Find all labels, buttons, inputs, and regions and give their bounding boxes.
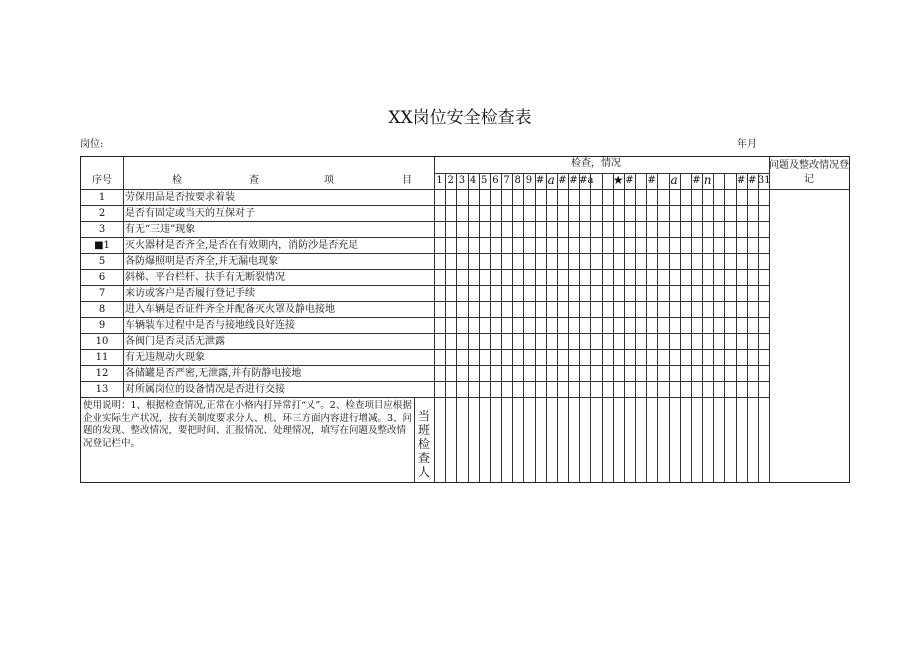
grid-line	[81, 397, 769, 398]
row-item: 各储罐是否严密,无泄露,并有防静电接地	[125, 368, 302, 379]
day-label	[657, 175, 668, 189]
day-label: 6	[492, 175, 499, 186]
grid-line	[81, 365, 769, 366]
day-label	[590, 175, 601, 189]
grid-line	[81, 285, 769, 286]
row-item: 进入车辆是否证件齐全并配备灭火罩及静电接地	[125, 304, 335, 315]
grid-line	[445, 173, 446, 482]
grid-line	[724, 173, 725, 482]
row-number: 5	[98, 256, 106, 267]
grid-line	[501, 173, 502, 482]
day-label: #	[535, 175, 545, 186]
grid-line	[123, 157, 124, 397]
date-label: 年月	[737, 139, 757, 150]
grid-line	[635, 173, 636, 482]
grid-line	[81, 301, 769, 302]
row-item: 各防爆照明是否齐全,并无漏电现象	[125, 256, 279, 267]
day-label: #	[569, 175, 578, 186]
day-label: #	[558, 175, 567, 186]
grid-line	[523, 173, 524, 482]
row-number: 13	[95, 384, 109, 395]
row-item: 各阀门是否灵活无泄露	[125, 336, 225, 347]
header-items	[124, 175, 434, 189]
grid-line	[535, 173, 536, 482]
row-number: 11	[95, 352, 109, 363]
row-number: ■1	[94, 240, 110, 251]
grid-line	[479, 173, 480, 482]
day-label: 9	[525, 175, 533, 186]
post-label: 岗位:	[80, 139, 104, 150]
grid-line	[546, 173, 547, 482]
row-item: 对所属岗位的设备情况是否进行交接	[125, 384, 285, 395]
day-label: a	[670, 173, 678, 187]
row-item: 灭火器材是否齐全,是否在有效期内，消防沙是否充足	[125, 240, 359, 251]
header-check-status: 检查，情况	[571, 158, 621, 169]
day-label: #	[748, 175, 757, 186]
day-label	[713, 175, 724, 189]
day-label: ★	[612, 173, 624, 187]
day-label: 8	[514, 175, 521, 186]
row-number: 2	[98, 208, 106, 219]
grid-line	[81, 381, 769, 382]
row-number: 9	[98, 320, 106, 331]
usage-instructions: 使用说明：1、根据检查情况,正常在小格内打异常打“乂”。2、检查项目应根据企业实际生产状况，按有关制度要求分人、机、环三方面内容进行增减。3、问题的发现、整改情况，要把时间、汇报情况、处理情况，填写在问题及整改情况登记栏中。	[83, 400, 413, 449]
row-item: 劳保用品是否按要求着装	[125, 192, 235, 203]
row-number: 12	[95, 368, 109, 379]
grid-line	[568, 173, 569, 482]
grid-line	[680, 173, 681, 482]
grid-line	[702, 173, 703, 482]
grid-line	[624, 173, 625, 482]
day-label	[602, 175, 613, 189]
grid-line	[468, 173, 469, 482]
grid-line	[434, 157, 435, 482]
row-number: 3	[98, 224, 106, 235]
row-item: 车辆装车过程中是否与接地线良好连接	[125, 320, 295, 331]
day-label	[724, 175, 735, 189]
day-label	[680, 175, 691, 189]
day-label: 3	[458, 175, 466, 186]
grid-line	[81, 253, 769, 254]
day-label	[635, 175, 646, 189]
day-label: a	[547, 173, 555, 187]
inspector-label: 当班检查人	[417, 409, 430, 479]
grid-line	[669, 173, 670, 482]
day-label: 1	[436, 175, 443, 186]
grid-line	[579, 173, 580, 482]
grid-line	[713, 173, 714, 482]
grid-line	[81, 189, 849, 190]
grid-line	[691, 173, 692, 482]
grid-line	[81, 237, 769, 238]
grid-line	[769, 157, 770, 482]
header-items-char: 检	[172, 175, 182, 186]
grid-line	[613, 173, 614, 482]
row-item: 斜梯、平台栏杆、扶手有无断裂情况	[125, 272, 285, 283]
grid-line	[490, 173, 491, 482]
row-item: 是否有固定或当天的互保对子	[125, 208, 255, 219]
grid-line	[81, 269, 769, 270]
grid-line	[512, 173, 513, 482]
grid-line	[602, 173, 603, 482]
grid-line	[81, 221, 769, 222]
day-label: 5	[481, 175, 488, 186]
grid-line	[81, 333, 769, 334]
header-items-char: 项	[324, 175, 334, 186]
grid-line	[414, 397, 415, 482]
grid-line	[590, 173, 591, 482]
row-number: 8	[98, 304, 106, 315]
grid-line	[758, 173, 759, 482]
row-number: 6	[98, 272, 106, 283]
day-label: n	[703, 173, 712, 187]
grid-line	[747, 173, 748, 482]
day-label: 7	[503, 175, 510, 186]
day-label: 4	[469, 175, 477, 186]
header-seq: 序号	[92, 175, 112, 186]
header-issues: 问题及整改情况登记	[769, 160, 849, 185]
row-item: 有无违规动火现象	[125, 352, 205, 363]
grid-line	[456, 173, 457, 482]
day-label: #	[625, 175, 634, 186]
day-label: #	[647, 175, 656, 186]
day-label: #	[692, 175, 701, 186]
row-item: 来访或客户是否履行登记手续	[125, 288, 255, 299]
grid-line	[657, 173, 658, 482]
grid-line	[81, 205, 769, 206]
day-label: 31	[757, 175, 771, 186]
header-items-char: 目	[402, 175, 412, 186]
inspection-table	[80, 156, 850, 483]
grid-line	[557, 173, 558, 482]
day-label: 2	[447, 175, 454, 186]
grid-line	[736, 173, 737, 482]
day-label: #a	[579, 175, 594, 186]
header-items-char: 查	[249, 175, 259, 186]
grid-line	[646, 173, 647, 482]
row-item: 有无“三违”现象	[125, 224, 196, 235]
grid-line	[81, 317, 769, 318]
row-number: 1	[98, 192, 106, 203]
page-title: XX岗位安全检查表	[388, 108, 532, 128]
row-number: 7	[98, 288, 106, 299]
row-number: 10	[95, 336, 109, 347]
day-label: #	[736, 175, 746, 186]
grid-line	[81, 349, 769, 350]
